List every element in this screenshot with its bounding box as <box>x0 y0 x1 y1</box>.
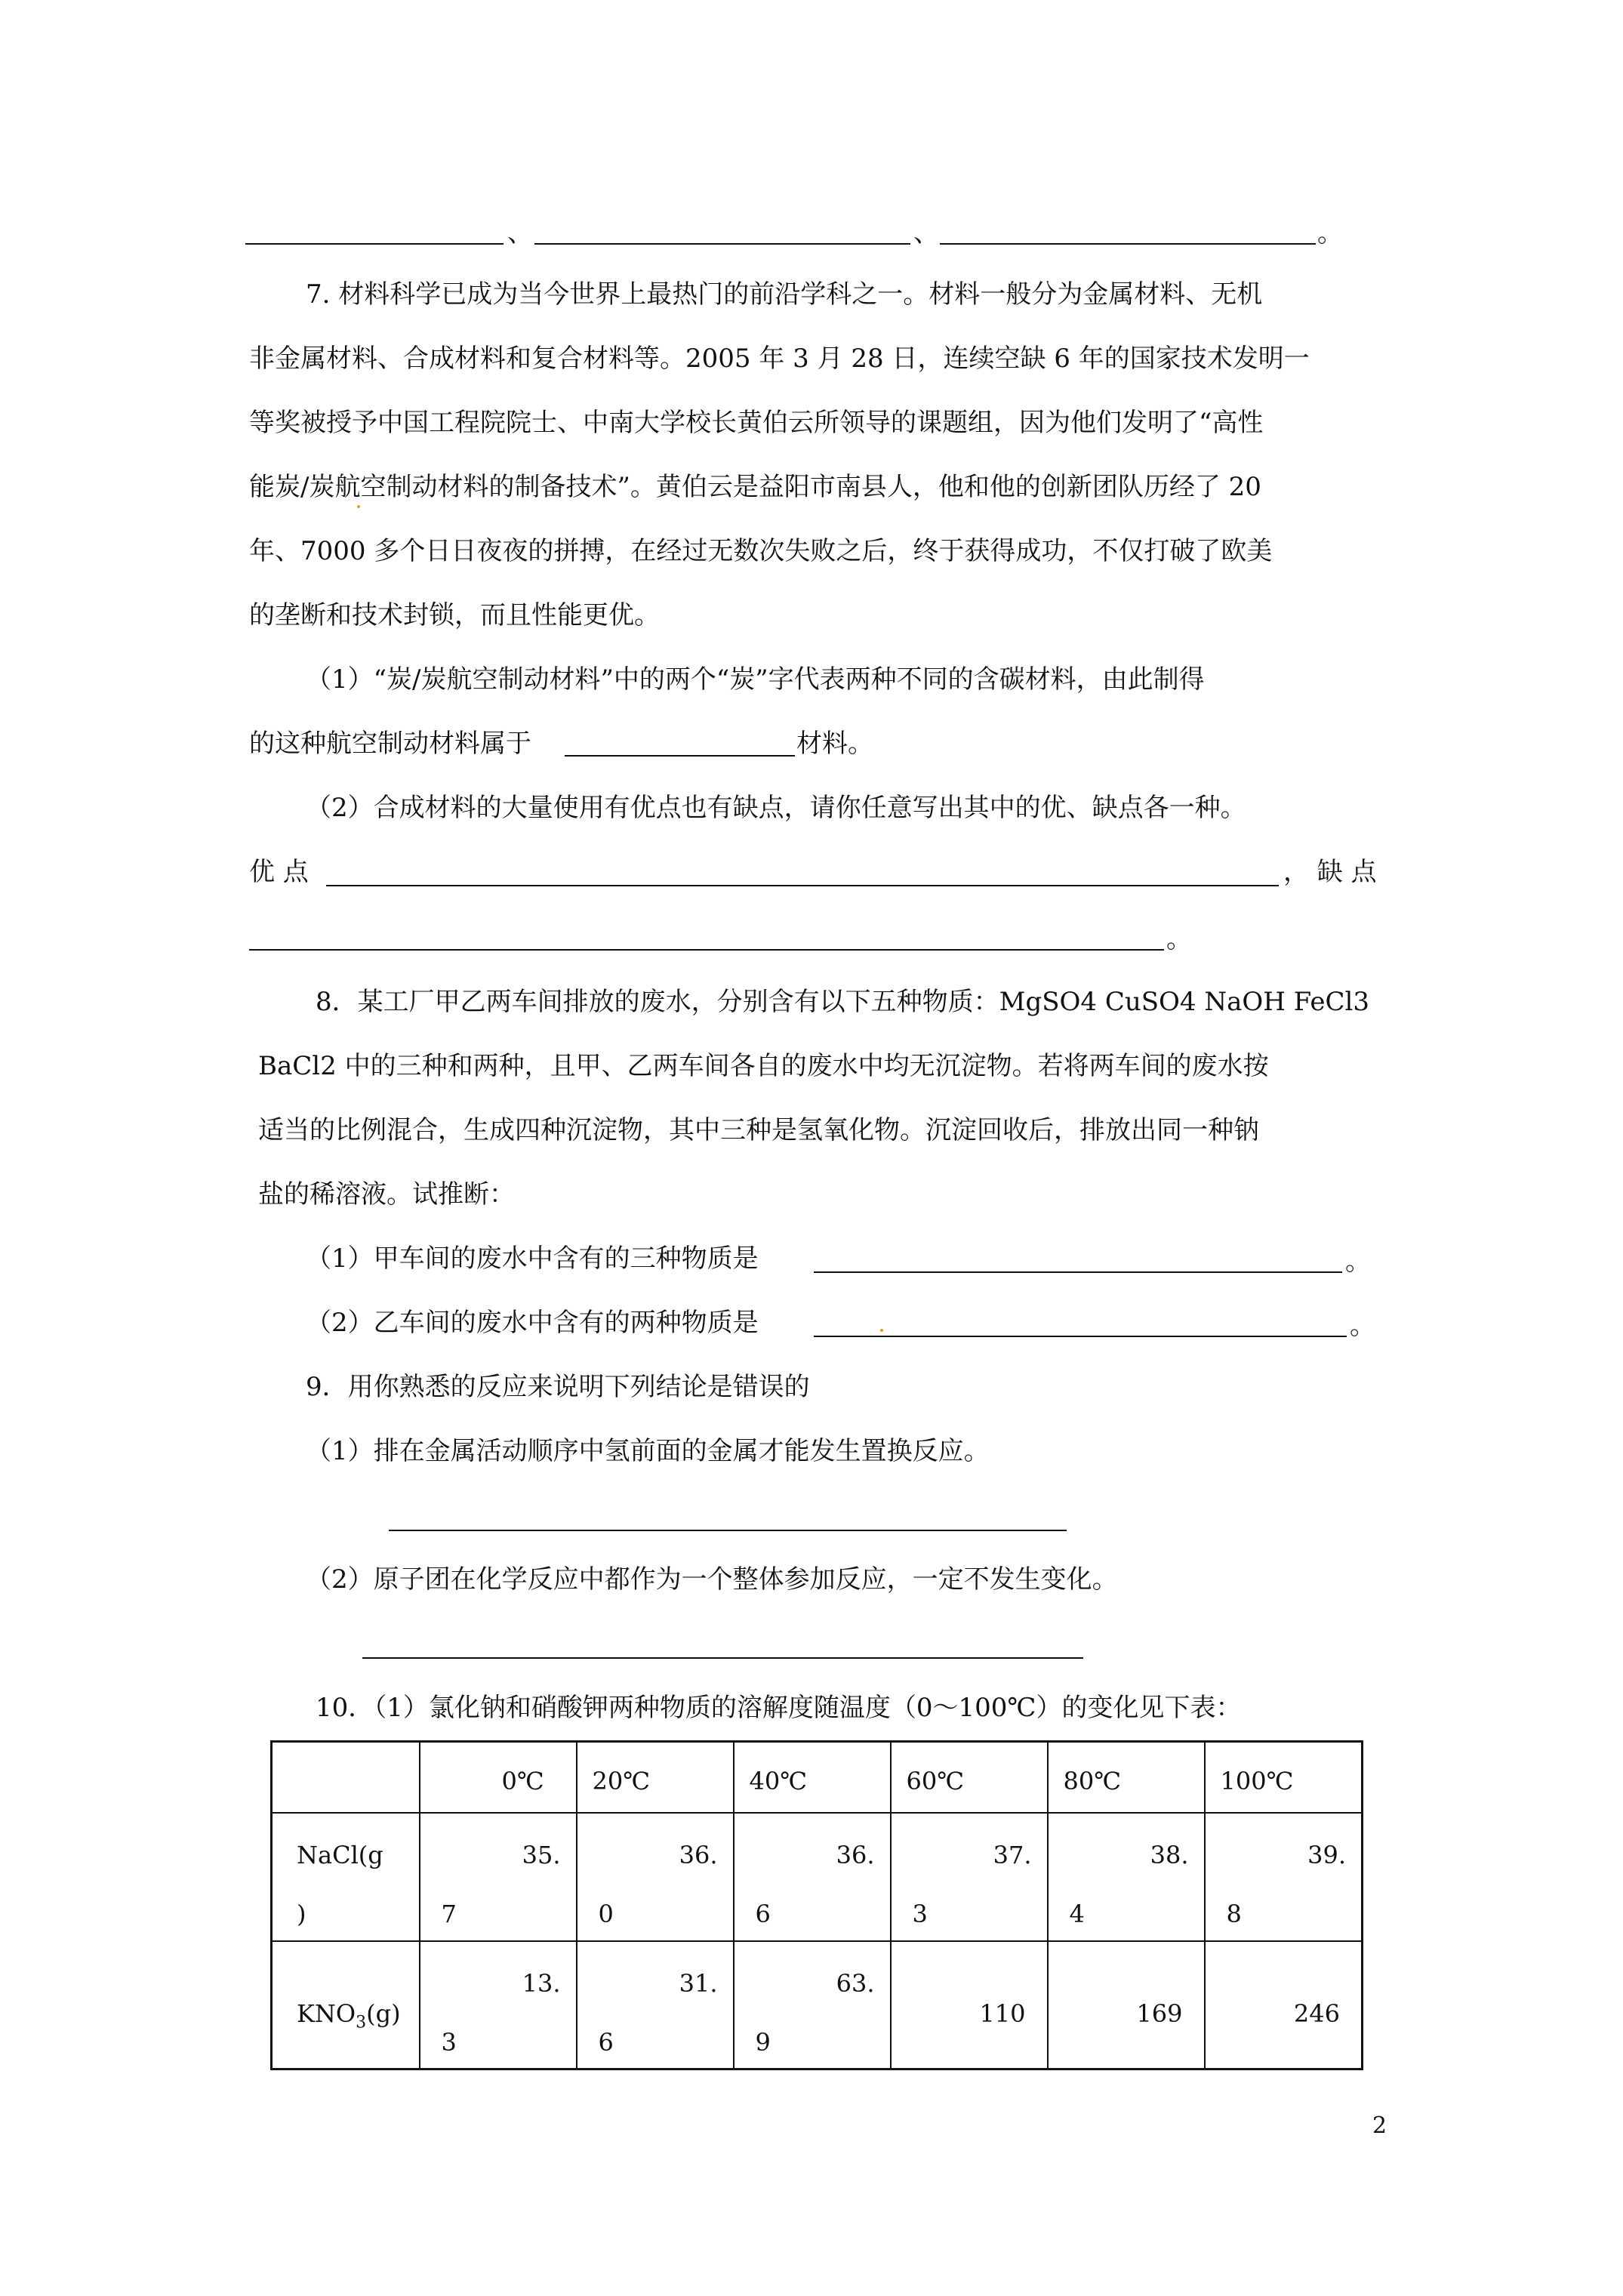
q9-sub1: （1）排在金属活动顺序中氢前面的金属才能发生置换反应。 <box>306 1436 990 1466</box>
table-header-cell: 20℃ <box>577 1742 734 1813</box>
table-cell: 169 <box>1048 1941 1205 2069</box>
table-cell: 31. 6 <box>577 1941 734 2069</box>
q7-sub1-line2: 的这种航空制动材料属于 <box>249 729 531 759</box>
table-cell: 36. 0 <box>577 1813 734 1941</box>
advantage-label: 优 点 <box>249 857 309 887</box>
answer-blank[interactable] <box>245 243 504 245</box>
table-cell: 38. 4 <box>1048 1813 1205 1941</box>
q7-line: 7. 材料科学已成为当今世界上最热门的前沿学科之一。材料一般分为金属材料、无机 <box>306 279 1263 310</box>
q9-sub1-blank[interactable] <box>389 1530 1067 1531</box>
table-header-cell: 40℃ <box>734 1742 891 1813</box>
q8-line: BaCl2 中的三种和两种，且甲、乙两车间各自的废水中均无沉淀物。若将两车间的废水按 <box>258 1051 1269 1081</box>
table-header-cell: 0℃ <box>420 1742 577 1813</box>
q7-line: 非金属材料、合成材料和复合材料等。2005 年 3 月 28 日，连续空缺 6 年的国家技术发明一 <box>249 344 1310 374</box>
answer-blank[interactable] <box>940 243 1316 245</box>
q9-title: 9．用你熟悉的反应来说明下列结论是错误的 <box>306 1372 810 1402</box>
end-mark: 。 <box>1345 1247 1371 1277</box>
q8-line: 盐的稀溶液。试推断： <box>258 1179 515 1210</box>
q8-sub1: （1）甲车间的废水中含有的三种物质是 <box>306 1244 759 1274</box>
q7-sub2-line1: （2）合成材料的大量使用有优点也有缺点，请你任意写出其中的优、缺点各一种。 <box>306 793 1246 823</box>
q8-sub1-blank[interactable] <box>814 1271 1342 1273</box>
answer-blank[interactable] <box>534 243 910 245</box>
advantage-blank[interactable] <box>326 885 1279 886</box>
q8-sub2-blank[interactable] <box>814 1336 1347 1337</box>
table-cell: 39. 8 <box>1205 1813 1363 1941</box>
end-mark: 。 <box>1317 218 1343 248</box>
table-cell: 13. 3 <box>420 1941 577 2069</box>
q7-line: 的垄断和技术封锁，而且性能更优。 <box>249 600 660 630</box>
row-label-nacl: NaCl(g ) <box>272 1813 420 1941</box>
table-cell: 36. 6 <box>734 1813 891 1941</box>
q7-sub1-tail: 材料。 <box>796 729 873 759</box>
q8-line: 适当的比例混合，生成四种沉淀物，其中三种是氢氧化物。沉淀回收后，排放出同一种钠 <box>258 1115 1259 1145</box>
table-header-cell: 60℃ <box>891 1742 1048 1813</box>
table-header-cell <box>272 1742 420 1813</box>
table-cell: 246 <box>1205 1941 1363 2069</box>
q7-line: 能炭/炭航空制动材料的制备技术”。黄伯云是益阳市南县人，他和他的创新团队历经了 20 <box>249 472 1261 502</box>
table-cell: 35. 7 <box>420 1813 577 1941</box>
end-mark: 。 <box>1350 1311 1375 1341</box>
stray-mark <box>357 505 360 508</box>
disadvantage-label: ， 缺 点 <box>1283 857 1377 887</box>
row-label-kno3: $KNO_3(g)$ <box>272 1941 420 2069</box>
q9-sub2-blank[interactable] <box>362 1657 1083 1659</box>
q7-line: 等奖被授予中国工程院院士、中南大学校长黄伯云所领导的课题组，因为他们发明了“高性 <box>249 408 1264 438</box>
separator: 、 <box>913 218 939 248</box>
q9-sub2: （2）原子团在化学反应中都作为一个整体参加反应，一定不发生变化。 <box>306 1564 1118 1595</box>
q7-material-blank[interactable] <box>565 755 795 757</box>
solubility-table <box>270 1740 1363 2070</box>
table-header-cell: 100℃ <box>1205 1742 1363 1813</box>
disadvantage-blank[interactable] <box>249 949 1164 951</box>
end-mark: 。 <box>1166 924 1192 954</box>
page-number: 2 <box>1372 2113 1387 2139</box>
table-cell: 110 <box>891 1941 1048 2069</box>
separator: 、 <box>507 218 533 248</box>
q8-sub2: （2）乙车间的废水中含有的两种物质是 <box>306 1308 759 1338</box>
q8-line: 8．某工厂甲乙两车间排放的废水，分别含有以下五种物质：MgSO4 CuSO4 NaOH FeCl3 <box>316 987 1370 1017</box>
q7-sub1-line1: （1）“炭/炭航空制动材料”中的两个“炭”字代表两种不同的含碳材料，由此制得 <box>306 664 1205 695</box>
table-cell: 63. 9 <box>734 1941 891 2069</box>
q7-line: 年、7000 多个日日夜夜的拼搏，在经过无数次失败之后，终于获得成功，不仅打破了欧美 <box>249 536 1273 566</box>
stray-mark <box>880 1329 883 1332</box>
table-header-cell: 80℃ <box>1048 1742 1205 1813</box>
table-cell: 37. 3 <box>891 1813 1048 1941</box>
q10-title: 10．（1）氯化钠和硝酸钾两种物质的溶解度随温度（0～100℃）的变化见下表： <box>316 1693 1242 1723</box>
